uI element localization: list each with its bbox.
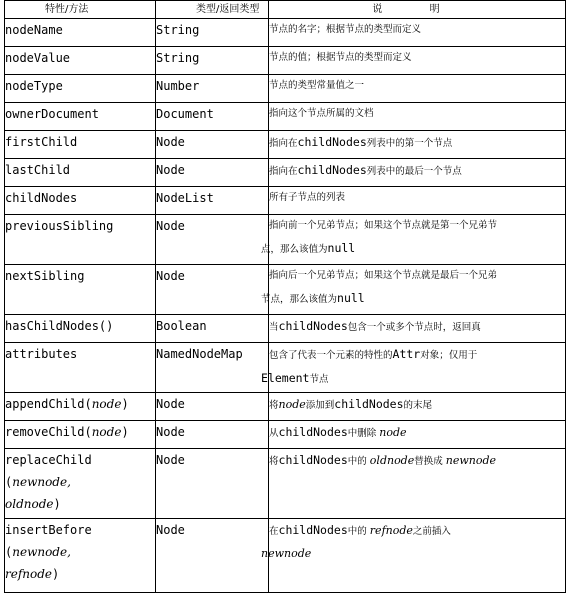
property-description: [269, 421, 566, 449]
name-text: appendChild(: [5, 397, 92, 411]
name-arg: newnode,: [12, 475, 71, 489]
desc-arg: newnode: [261, 547, 312, 560]
desc-text: 的末尾: [403, 400, 433, 411]
property-type: Node: [156, 421, 269, 449]
desc-code: childNodes: [278, 319, 348, 333]
desc-text: 指向在: [269, 166, 298, 177]
name-text: ): [121, 425, 129, 439]
desc-code: childNodes: [278, 425, 348, 439]
name-text: ): [121, 397, 129, 411]
property-description: [269, 159, 566, 187]
desc-code: Element: [261, 371, 310, 385]
desc-text: 包含了代表一个元素的特性的: [269, 350, 393, 361]
desc-code: childNodes: [278, 523, 348, 537]
desc-code: childNodes: [334, 397, 404, 411]
property-description: [261, 343, 566, 393]
table-row: [5, 343, 566, 393]
property-type: Node: [156, 131, 269, 159]
property-name: hasChildNodes(): [5, 315, 156, 343]
desc-text: 之前插入: [412, 526, 451, 537]
table-row: [5, 159, 566, 187]
desc-code: childNodes: [278, 453, 348, 467]
property-name: [5, 393, 156, 421]
property-type: String: [156, 47, 269, 75]
table-row: [5, 187, 566, 215]
property-type: Node: [156, 159, 269, 187]
desc-line: 指向前一个兄弟节点；如果这个节点就是第一个兄弟节: [269, 220, 498, 231]
desc-text: 将: [269, 456, 279, 467]
property-description: [269, 449, 566, 519]
desc-text: 将: [269, 400, 279, 411]
table-row: [5, 421, 566, 449]
table-row: [5, 519, 566, 593]
property-description: [261, 519, 566, 593]
property-description: [261, 215, 566, 265]
desc-text: 添加到: [305, 400, 335, 411]
property-name: nodeValue: [5, 47, 156, 75]
name-arg: newnode,: [12, 545, 71, 559]
desc-text: 中的: [347, 526, 370, 537]
property-name: lastChild: [5, 159, 156, 187]
name-text: ): [52, 567, 60, 581]
property-type: NodeList: [156, 187, 269, 215]
property-type: Node: [156, 449, 269, 519]
desc-code: null: [337, 291, 365, 305]
property-description: [269, 393, 566, 421]
table-row: [5, 19, 566, 47]
desc-code: childNodes: [297, 163, 367, 177]
desc-code: null: [327, 241, 356, 255]
desc-text: 包含一个或多个节点时，返回真: [347, 322, 481, 333]
desc-text: 点，那么该值为: [261, 244, 328, 255]
property-type: Number: [156, 75, 269, 103]
table-row: [5, 215, 566, 265]
property-description: [261, 265, 566, 315]
table-row: [5, 265, 566, 315]
property-type: Boolean: [156, 315, 269, 343]
property-name: previousSibling: [5, 215, 156, 265]
property-type: String: [156, 19, 269, 47]
name-text: replaceChild: [5, 453, 92, 467]
desc-code: childNodes: [297, 135, 367, 149]
property-type: Node: [156, 519, 269, 593]
desc-text: 对象；仅用于: [420, 350, 478, 361]
desc-text: 在: [269, 526, 279, 537]
property-name: attributes: [5, 343, 156, 393]
desc-arg: node: [379, 426, 407, 439]
name-text: removeChild(: [5, 425, 92, 439]
property-name: [5, 519, 156, 593]
property-name: ownerDocument: [5, 103, 156, 131]
property-type: Node: [156, 215, 269, 265]
property-description: 节点的值；根据节点的类型而定义: [269, 47, 566, 75]
name-text: insertBefore: [5, 523, 92, 537]
property-description: 所有子节点的列表: [269, 187, 566, 215]
property-description: [269, 131, 566, 159]
desc-text: 指向在: [269, 138, 298, 149]
property-description: 节点的类型常量值之一: [269, 75, 566, 103]
table-row: [5, 47, 566, 75]
desc-text: 替换成: [414, 456, 446, 467]
name-text: ): [53, 497, 61, 511]
property-type: Node: [156, 393, 269, 421]
name-arg: node: [91, 425, 122, 439]
table-header-row: [5, 1, 566, 19]
table-row: [5, 131, 566, 159]
name-arg: node: [91, 397, 122, 411]
desc-text: 中删除: [347, 428, 380, 439]
property-type: NamedNodeMap: [156, 343, 269, 393]
table-row: [5, 75, 566, 103]
desc-text: 列表中的最后一个节点: [366, 166, 462, 177]
property-name: nodeName: [5, 19, 156, 47]
name-arg: oldnode: [5, 497, 54, 511]
desc-line: 指向后一个兄弟节点；如果这个节点就是最后一个兄弟: [269, 270, 498, 281]
header-type: 类型/返回类型: [156, 1, 269, 19]
property-name: childNodes: [5, 187, 156, 215]
property-name: [5, 421, 156, 449]
name-text: (: [5, 475, 13, 489]
table-row: [5, 393, 566, 421]
property-name: [5, 449, 156, 519]
table-row: [5, 315, 566, 343]
desc-text: 节点，那么该值为: [261, 294, 338, 305]
name-arg: refnode: [5, 567, 53, 581]
desc-arg: refnode: [369, 524, 413, 537]
desc-text: 列表中的第一个节点: [366, 138, 453, 149]
property-description: [269, 315, 566, 343]
desc-code: Attr: [392, 347, 421, 361]
property-type: Node: [156, 265, 269, 315]
header-property: 特性/方法: [5, 1, 156, 19]
desc-arg: node: [278, 398, 306, 411]
desc-text: 当: [269, 322, 279, 333]
property-type: Document: [156, 103, 269, 131]
property-description: 节点的名字；根据节点的类型而定义: [269, 19, 566, 47]
property-description: 指向这个节点所属的文档: [269, 103, 566, 131]
property-name: nextSibling: [5, 265, 156, 315]
desc-text: 节点: [309, 374, 329, 385]
table-row: [5, 103, 566, 131]
property-name: firstChild: [5, 131, 156, 159]
desc-arg: newnode: [445, 454, 497, 467]
property-name: nodeType: [5, 75, 156, 103]
desc-text: 从: [269, 428, 279, 439]
table-row: [5, 449, 566, 519]
desc-arg: oldnode: [369, 454, 415, 467]
desc-text: 中的: [347, 456, 370, 467]
dom-node-properties-table: [4, 0, 566, 593]
name-text: (: [5, 545, 13, 559]
header-description: 说 明: [269, 1, 566, 19]
